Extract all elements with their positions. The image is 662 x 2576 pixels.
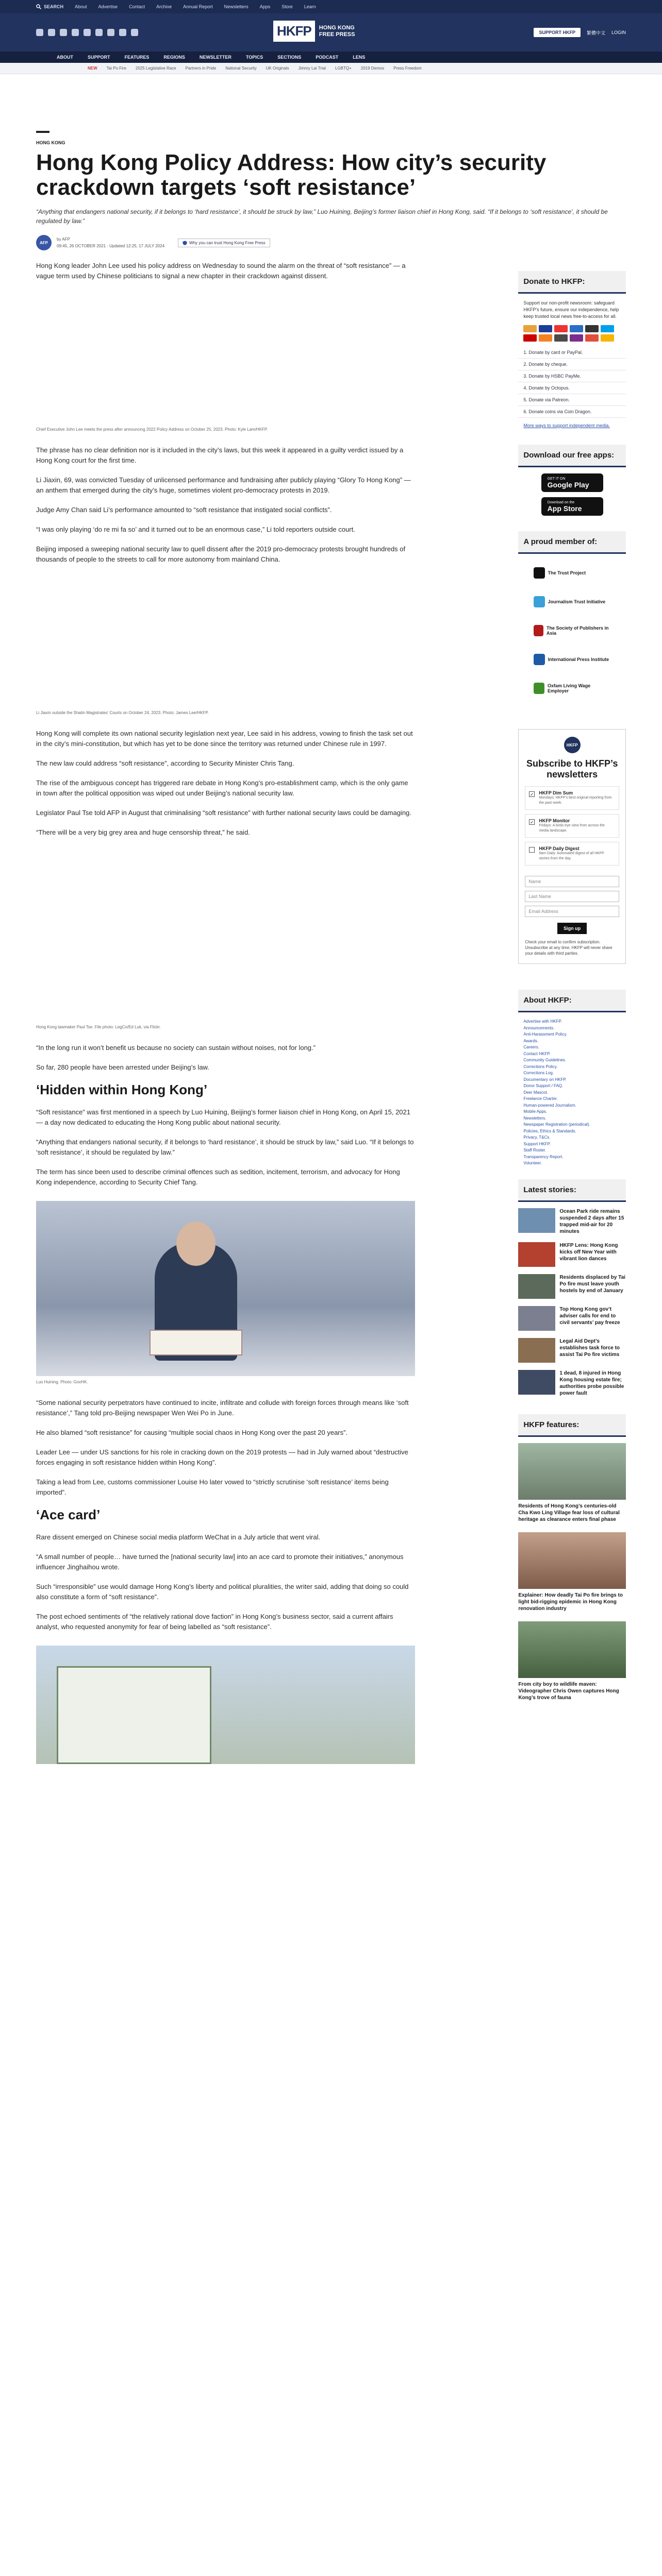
- signup-button[interactable]: Sign up: [557, 923, 587, 934]
- trending-item[interactable]: Press Freedom: [393, 66, 422, 71]
- app-store-small: Download on the: [547, 500, 575, 504]
- figure: [36, 851, 415, 1030]
- story-headline: HKFP Lens: Hong Kong kicks off New Year with vibrant lion dances: [559, 1242, 618, 1262]
- about-link[interactable]: Announcements.: [523, 1025, 555, 1030]
- paragraph: The phrase has no clear definition nor is it included in the city’s laws, but this week it appeared in a guilty verdict issued by a Hong Kong court for the first time.: [36, 446, 404, 464]
- author-avatar[interactable]: AFP: [36, 235, 52, 250]
- member-oxfam[interactable]: [534, 679, 611, 698]
- payment-icon: [601, 334, 614, 342]
- about-link[interactable]: Deer Mascot.: [523, 1090, 548, 1095]
- figure-caption: Chief Executive John Lee meets the press after announcing 2022 Policy Address on October 25, 2023. Photo: Kyle Lam/HKFP.: [36, 427, 268, 432]
- about-link[interactable]: Mobile Apps.: [523, 1109, 548, 1114]
- sidebar-spacer: [518, 433, 626, 445]
- name-input[interactable]: Name: [525, 876, 619, 887]
- payment-icon: [601, 325, 614, 332]
- payment-icon: [554, 334, 568, 342]
- checkbox-unchecked-icon[interactable]: [529, 847, 535, 853]
- masthead: [0, 13, 662, 52]
- masthead-actions: [534, 28, 626, 37]
- newsletter-option-daily-digest[interactable]: [525, 842, 619, 866]
- feature-card[interactable]: [518, 1532, 626, 1612]
- trust-project-icon: [534, 567, 545, 579]
- latest-story[interactable]: [518, 1306, 626, 1331]
- paragraph: “Anything that endangers national security, if it belongs to ‘hard resistance’, it should be struck by law,” said Luo. “If it belongs to ‘soft resistance’, it should be regulated by law.”: [36, 1138, 414, 1156]
- newsletter-option-desc: 9am Daily: Automated digest of all HKFP stories from the day.: [539, 852, 604, 860]
- figure-image-placeholder[interactable]: [36, 851, 415, 1021]
- about-link[interactable]: Newspaper Registration (periodical).: [523, 1122, 590, 1127]
- feature-card[interactable]: [518, 1621, 626, 1701]
- utility-link-newsletters[interactable]: Newsletters: [224, 4, 249, 9]
- feature-image: [518, 1443, 626, 1500]
- jti-icon: [534, 596, 545, 607]
- trending-item[interactable]: Tai Po Fire: [106, 66, 126, 71]
- latest-story[interactable]: [518, 1274, 626, 1299]
- newsletter-option-name: HKFP Daily Digest: [539, 846, 580, 851]
- newsletter-option-name: HKFP Monitor: [539, 818, 570, 823]
- google-play-button[interactable]: [541, 473, 603, 492]
- payment-icon: [539, 325, 552, 332]
- google-play-small: GET IT ON: [547, 477, 566, 481]
- facebook-icon[interactable]: [36, 29, 43, 36]
- photo-national-security-law-board[interactable]: [36, 1646, 415, 1764]
- trust-button-label: Why you can trust Hong Kong Free Press: [189, 240, 266, 245]
- utility-link-about[interactable]: About: [75, 4, 87, 9]
- about-link[interactable]: Community Guidelines.: [523, 1058, 567, 1062]
- payment-icon: [570, 325, 583, 332]
- paragraph: “In the long run it won’t benefit us because no society can sustain without noises, not for long.”: [36, 1044, 316, 1052]
- paragraph: Hong Kong will complete its own national security legislation next year, Lee said in his address, vowing to finish the task set out in the city’s mini-constitution, but which has yet to be done since the territory was returned under Chinese rule in 1997.: [36, 730, 413, 748]
- linkedin-icon[interactable]: [84, 29, 91, 36]
- photo-luo-huining[interactable]: [36, 1201, 415, 1376]
- sidebar: [518, 261, 626, 1776]
- nav-item-sections[interactable]: SECTIONS: [277, 55, 302, 60]
- story-thumbnail: [518, 1306, 555, 1331]
- language-switch[interactable]: 繁體中文: [586, 30, 605, 36]
- byline: [36, 235, 626, 250]
- about-link[interactable]: Awards.: [523, 1038, 539, 1043]
- figure-image-placeholder[interactable]: [36, 295, 415, 423]
- latest-story[interactable]: [518, 1242, 626, 1267]
- sidebar-spacer: [518, 521, 626, 531]
- feature-headline: Explainer: How deadly Tai Po fire brings to light bid-rigging epidemic in Hong Kong renovation industry: [518, 1592, 623, 1612]
- newsletter-widget: [518, 729, 626, 964]
- member-name: The Society of Publishers in Asia: [547, 625, 609, 636]
- newsletter-option-name: HKFP Dim Sum: [539, 790, 573, 795]
- figure: [36, 1201, 415, 1385]
- paragraph: Such “irresponsible” use would damage Hong Kong’s liberty and political pluralities, the writer said, adding that doing so could also constitute a form of “soft resistance”.: [36, 1583, 409, 1601]
- newsletter-spacer: [525, 870, 619, 876]
- paragraph: Taking a lead from Lee, customs commissioner Louise Ho later vowed to “strictly scrutinise ‘soft resistance’ items being imported”.: [36, 1478, 389, 1496]
- story-thumbnail: [518, 1208, 555, 1233]
- about-link[interactable]: Careers.: [523, 1045, 540, 1049]
- photo-subject-head: [176, 1222, 216, 1266]
- instagram-icon[interactable]: [60, 29, 67, 36]
- utility-link-archive[interactable]: Archive: [156, 4, 172, 9]
- author-name[interactable]: by AFP: [57, 237, 70, 242]
- story-headline: Top Hong Kong gov’t adviser calls for end to civil servants’ pay freeze: [559, 1306, 620, 1326]
- payment-icon: [554, 325, 568, 332]
- paragraph: Judge Amy Chan said Li’s performance amounted to “soft resistance that instigated social conflicts”.: [36, 506, 332, 514]
- donate-option-card[interactable]: 1. Donate by card or PayPal.: [518, 347, 626, 359]
- about-link[interactable]: Support HKFP.: [523, 1141, 551, 1146]
- payment-icon: [570, 334, 583, 342]
- utility-link-annual-report[interactable]: Annual Report: [183, 4, 213, 9]
- trust-button[interactable]: [178, 239, 270, 247]
- payment-icon: [585, 334, 599, 342]
- byline-text: [57, 236, 164, 249]
- features-widget-title: HKFP features:: [518, 1414, 626, 1437]
- ipi-icon: [534, 654, 545, 665]
- app-store-big: App Store: [547, 504, 582, 513]
- figure-caption: Li Jiaxin outside the Shatin Magistrates’ Courts on October 24, 2023. Photo: James Lee/HKFP.: [36, 710, 209, 715]
- last-name-input[interactable]: Last Name: [525, 891, 619, 902]
- about-link[interactable]: Contact HKFP.: [523, 1051, 551, 1056]
- member-jti[interactable]: [534, 592, 611, 612]
- sidebar-spacer: [518, 1404, 626, 1414]
- content-layout: [0, 261, 662, 1776]
- trending-bar: [0, 63, 662, 74]
- paragraph: Beijing imposed a sweeping national security law to quell dissent after the 2019 pro-democracy protests brought hundreds of thousands of people to the streets to call for more autonomy from mainland China.: [36, 545, 406, 563]
- utility-bar: [0, 0, 662, 13]
- paragraph: “I was only playing ‘do re mi fa so’ and it turned out to be an enormous case,” Li told reporters outside court.: [36, 526, 355, 533]
- story-thumbnail: [518, 1242, 555, 1267]
- latest-story[interactable]: [518, 1370, 626, 1397]
- payment-methods: [518, 325, 626, 342]
- about-link[interactable]: Corrections Policy.: [523, 1064, 558, 1069]
- newsletter-note: Check your email to confirm subscription. Unsubscribe at any time. HKFP will never share your details with third parties.: [525, 940, 613, 956]
- utility-link-apps[interactable]: Apps: [259, 4, 271, 9]
- paragraph: He also blamed “soft resistance” for causing “multiple social chaos in Hong Kong over the past 20 years”.: [36, 1429, 348, 1436]
- figure: [36, 295, 415, 433]
- member-trust-project[interactable]: [534, 563, 611, 583]
- donate-option-patreon[interactable]: 5. Donate via Patreon.: [518, 394, 626, 406]
- nav-item-about[interactable]: ABOUT: [57, 55, 73, 60]
- paragraph: “Some national security perpetrators have continued to incite, infiltrate and collude with foreign forces through means like ‘soft resistance’,” Tang told pro-Beijing newspaper Wen Wei Po in June.: [36, 1399, 409, 1417]
- donate-option-cheque[interactable]: 2. Donate by cheque.: [518, 359, 626, 370]
- figure: [36, 578, 415, 716]
- twitter-icon[interactable]: [48, 29, 55, 36]
- threads-icon[interactable]: [72, 29, 79, 36]
- donate-text[interactable]: Support our non-profit newsroom: safeguard HKFP’s future, ensure our independence, help keep trusted local news free-to-access for all.: [523, 300, 619, 319]
- newsletter-option-desc: Mondays: HKFP’s best original reporting from the past week.: [539, 796, 612, 805]
- sidebar-spacer: [518, 261, 626, 271]
- paragraph: Legislator Paul Tse told AFP in August that criminalising “soft resistance” with further national security laws could be damaging.: [36, 809, 411, 817]
- rss-icon[interactable]: [131, 29, 138, 36]
- paragraph: Leader Lee — under US sanctions for his role in cracking down on the 2019 protests — had in July warned about “destructive forces engaging in soft resistance hidden within Hong Kong”.: [36, 1448, 408, 1466]
- feature-card[interactable]: [518, 1443, 626, 1523]
- apps-widget-title: Download our free apps:: [518, 445, 626, 467]
- member-name: Oxfam Living Wage Employer: [547, 683, 591, 693]
- utility-link-advertise[interactable]: Advertise: [98, 4, 118, 9]
- trending-item[interactable]: 2025 Legislative Race: [135, 66, 176, 71]
- article-title: Hong Kong Policy Address: How city’s security crackdown targets ‘soft resistance’: [36, 150, 547, 200]
- member-name: Journalism Trust Initiative: [548, 599, 606, 604]
- publish-date: 09:45, 26 OCTOBER 2021 · Updated 12:25, 17 JULY 2024: [57, 244, 165, 248]
- donate-more-link[interactable]: More ways to support independent media.: [523, 423, 610, 428]
- about-widget-title: About HKFP:: [518, 990, 626, 1012]
- paragraph: “A small number of people… have turned the [national security law] into an ace card to promote their initiatives,” anonymous influencer Jinghaihou wrote.: [36, 1553, 404, 1571]
- oxfam-icon: [534, 683, 544, 694]
- payment-icon: [523, 325, 537, 332]
- google-play-big: Google Play: [547, 480, 589, 489]
- nav-item-newsletter[interactable]: NEWSLETTER: [199, 55, 231, 60]
- paragraph: Rare dissent emerged on Chinese social media platform WeChat in a July article that went viral.: [36, 1533, 321, 1541]
- payment-icon: [539, 334, 552, 342]
- paragraph: The rise of the ambiguous concept has triggered rare debate in Hong Kong’s pro-establishment camp, which is the only game in town after the political opposition was wiped out under Beijing’s national security law.: [36, 779, 408, 797]
- story-thumbnail: [518, 1338, 555, 1363]
- nav-item-lens[interactable]: LENS: [353, 55, 366, 60]
- sidebar-spacer: [518, 964, 626, 990]
- paragraph: “There will be a very big grey area and huge censorship threat,” he said.: [36, 828, 250, 836]
- story-thumbnail: [518, 1370, 555, 1395]
- about-link[interactable]: Policies, Ethics & Standards.: [523, 1128, 576, 1133]
- section-heading: ‘Hidden within Hong Kong’: [36, 1082, 208, 1097]
- paragraph: Hong Kong leader John Lee used his policy address on Wednesday to sound the alarm on the threat of “soft resistance” — a vague term used by Chinese politicians to signal a new chapter in their crackdown against dissent.: [36, 262, 406, 280]
- utility-link-learn[interactable]: Learn: [304, 4, 316, 9]
- figure: [36, 1646, 415, 1764]
- site-logo[interactable]: [273, 21, 366, 42]
- logo-text: HONG KONG FREE PRESS: [319, 24, 355, 38]
- member-widget-title: A proud member of:: [518, 531, 626, 554]
- member-sopa[interactable]: [534, 621, 611, 640]
- payment-icon: [585, 325, 599, 332]
- newsletter-option-monitor[interactable]: [525, 814, 619, 838]
- story-headline: Residents displaced by Tai Po fire must leave youth hostels by end of January: [559, 1274, 625, 1294]
- latest-widget-title: Latest stories:: [518, 1179, 626, 1202]
- trending-item[interactable]: 2019 Demos: [360, 66, 385, 71]
- donate-option-payme[interactable]: 3. Donate by HSBC PayMe.: [518, 370, 626, 382]
- search-button[interactable]: [36, 4, 63, 9]
- about-link[interactable]: Human-powered Journalism.: [523, 1103, 576, 1108]
- story-headline: Ocean Park ride remains suspended 2 days after 15 trapped mid-air for 20 minutes: [559, 1208, 624, 1234]
- story-thumbnail: [518, 1274, 555, 1299]
- figure-caption: Luo Huining. Photo: GovHK.: [36, 1380, 88, 1384]
- about-link[interactable]: Documentary on HKFP.: [523, 1077, 567, 1082]
- figure-caption: Hong Kong lawmaker Paul Tse. File photo: LegCo/Ed Luk, via Flickr.: [36, 1025, 161, 1029]
- nav-item-podcast[interactable]: PODCAST: [316, 55, 339, 60]
- figure-image-placeholder[interactable]: [36, 578, 415, 707]
- about-link[interactable]: Anti-Harassment Policy.: [523, 1032, 568, 1037]
- about-link[interactable]: Privacy, T&Cs.: [523, 1135, 551, 1140]
- main-nav: [0, 52, 662, 63]
- latest-story[interactable]: [518, 1208, 626, 1235]
- newsletter-option-dim-sum[interactable]: [525, 786, 619, 810]
- payment-icon: [523, 334, 537, 342]
- newsletter-title: Subscribe to HKFP’s newsletters: [526, 758, 618, 779]
- search-icon: [36, 4, 41, 9]
- member-name: The Trust Project: [548, 570, 586, 575]
- nav-item-regions[interactable]: REGIONS: [163, 55, 185, 60]
- member-name: International Press Institute: [548, 657, 609, 662]
- support-button[interactable]: SUPPORT HKFP: [534, 28, 581, 37]
- about-link[interactable]: Advertise with HKFP.: [523, 1019, 562, 1024]
- about-link[interactable]: Staff Roster.: [523, 1148, 547, 1153]
- paragraph: The post echoed sentiments of “the relatively rational dove faction” in Hong Kong’s business sector, said a current affairs analyst, who requested anonymity for fear of being labelled as “soft resistance”.: [36, 1613, 393, 1631]
- about-link[interactable]: Transparency Report.: [523, 1154, 564, 1159]
- logo-mark: HKFP: [273, 21, 315, 42]
- feature-headline: Residents of Hong Kong’s centuries-old Cha Kwo Ling Village fear loss of cultural heritage as clearance enters final phase: [518, 1503, 620, 1522]
- email-icon[interactable]: [107, 29, 114, 36]
- feature-image: [518, 1621, 626, 1678]
- header-rule: [36, 131, 49, 133]
- utility-link-contact[interactable]: Contact: [129, 4, 145, 9]
- nav-item-topics[interactable]: TOPICS: [245, 55, 263, 60]
- feature-headline: From city boy to wildlife maven: Videographer Chris Owen captures Hong Kong’s trove of fauna: [518, 1681, 619, 1701]
- trending-item[interactable]: LGBTQ+: [335, 66, 352, 71]
- section-heading: ‘Ace card’: [36, 1507, 101, 1522]
- social-links: [36, 29, 138, 36]
- article-kicker[interactable]: HONG KONG: [36, 140, 65, 145]
- story-headline: 1 dead, 8 injured in Hong Kong housing estate fire; authorities probe possible power fault: [559, 1370, 624, 1396]
- latest-story[interactable]: [518, 1338, 626, 1363]
- trending-item[interactable]: National Security: [225, 66, 257, 71]
- utility-link-store[interactable]: Store: [282, 4, 293, 9]
- article-body: [36, 261, 415, 1776]
- checkbox-checked-icon[interactable]: ✓: [530, 820, 534, 825]
- donate-option-octopus[interactable]: 4. Donate by Octopus.: [518, 382, 626, 394]
- trending-item[interactable]: Jimmy Lai Trial: [298, 66, 326, 71]
- nav-item-features[interactable]: FEATURES: [124, 55, 150, 60]
- about-link[interactable]: Corrections Log.: [523, 1071, 554, 1075]
- trending-new-label: NEW: [88, 66, 97, 71]
- login-link[interactable]: LOGIN: [611, 30, 626, 35]
- email-input[interactable]: Email Address: [525, 906, 619, 917]
- search-label: SEARCH: [44, 4, 64, 9]
- youtube-icon[interactable]: [95, 29, 103, 36]
- photo-board: [57, 1666, 211, 1764]
- checkbox-checked-icon[interactable]: ✓: [530, 792, 534, 797]
- paragraph: The new law could address “soft resistance”, according to Security Minister Chris Tang.: [36, 759, 294, 767]
- member-ipi[interactable]: [534, 650, 611, 669]
- sidebar-spacer: [518, 1167, 626, 1179]
- paragraph: So far, 280 people have been arrested under Beijing’s law.: [36, 1063, 209, 1071]
- donate-widget-title: Donate to HKFP:: [518, 271, 626, 294]
- story-headline: Legal Aid Dept’s establishes task force to assist Tai Po fire victims: [559, 1338, 620, 1358]
- article-header: [0, 74, 662, 250]
- about-links: [518, 1019, 626, 1167]
- paragraph: The term has since been used to describe criminal offences such as sedition, incitement, terrorism, and advocacy for Hong Kong independence, according to Security Chief Tang.: [36, 1168, 400, 1186]
- about-link[interactable]: Newsletters.: [523, 1115, 547, 1121]
- paragraph: Li Jiaxin, 69, was convicted Tuesday of unlicensed performance and fundraising after publicly playing “Glory To Hong Kong” — an anthem that emerged during the city’s huge, sometimes violent pro-democracy protests in 2019.: [36, 476, 411, 494]
- about-link[interactable]: Volunteer.: [523, 1161, 542, 1165]
- paragraph: “Soft resistance” was first mentioned in a speech by Luo Huining, Beijing’s former liaison chief in Hong Kong, on April 15, 2021 — a day now dedicated to educating the Hong Kong public about national security.: [36, 1108, 410, 1126]
- photo-name-plaque: [150, 1330, 242, 1355]
- about-link[interactable]: Freelance Charter.: [523, 1096, 558, 1101]
- shield-icon: [183, 241, 187, 245]
- feature-image: [518, 1532, 626, 1589]
- telegram-icon[interactable]: [119, 29, 126, 36]
- donate-option-coin-dragon[interactable]: 6. Donate coins via Coin Dragon.: [518, 406, 626, 418]
- app-store-button[interactable]: [541, 497, 603, 516]
- newsletter-option-desc: Fridays: A birds-eye view from across the media landscape.: [539, 824, 605, 833]
- trending-item[interactable]: UK Originals: [266, 66, 289, 71]
- nav-item-support[interactable]: SUPPORT: [88, 55, 110, 60]
- about-link[interactable]: Donor Support / FAQ.: [523, 1083, 564, 1088]
- article-dek: “Anything that endangers national security, if it belongs to ‘hard resistance’, it should be struck by law,” Luo Huining, Beijing’s former liaison chief in Hong Kong, said. “If it belongs to ‘soft resistance’, it should be regulated by law.”: [36, 208, 608, 225]
- trending-item[interactable]: Partners in Pride: [185, 66, 217, 71]
- newsletter-logo: HKFP: [564, 737, 581, 753]
- sopa-icon: [534, 625, 543, 636]
